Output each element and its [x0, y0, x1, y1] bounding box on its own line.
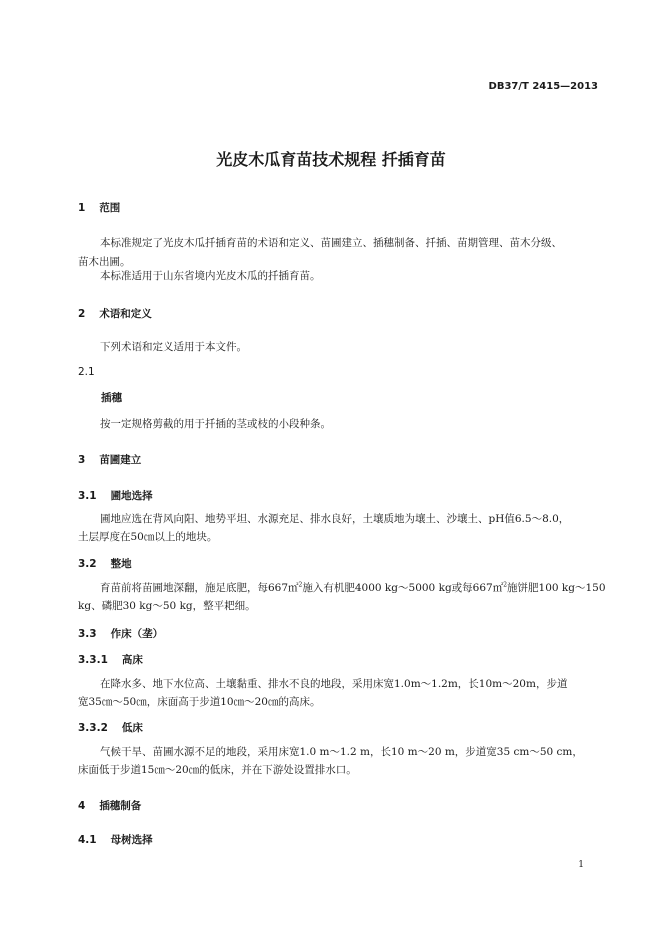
section-number: 3 [78, 454, 86, 466]
s1-paragraph-1-line-2: 苗木出圃。 [78, 256, 131, 268]
s1-paragraph-2: 本标准适用于山东省境内光皮木瓜的扦插育苗。 [100, 270, 321, 282]
s3-3-1-line-2: 宽35㎝～50㎝，床面高于步道10㎝～20㎝的高床。 [78, 696, 321, 708]
section-title: 低床 [121, 722, 143, 734]
superscript: 2 [298, 581, 303, 589]
term-definition: 按一定规格剪截的用于扦插的茎或枝的小段种条。 [100, 418, 331, 430]
section-4-1-heading [78, 832, 153, 847]
section-title: 母树选择 [110, 834, 153, 846]
section-3-3-2-heading [78, 720, 143, 735]
section-title: 范围 [99, 202, 121, 214]
s3-1-line-2: 土层厚度在50㎝以上的地块。 [78, 531, 218, 543]
s3-3-2-line-2: 床面低于步道15㎝～20㎝的低床，并在下游处设置排水口。 [78, 764, 357, 776]
section-2-heading [78, 306, 152, 321]
s3-1-line-1: 圃地应选在背风向阳、地势平坦、水源充足、排水良好，土壤质地为壤土、沙壤土、pH值6.5～8.0， [100, 513, 570, 525]
page-title: 光皮木瓜育苗技术规程 扦插育苗 [216, 150, 446, 169]
page-number: 1 [578, 860, 584, 870]
section-number: 4 [78, 800, 86, 812]
section-number: 3.1 [78, 490, 97, 502]
section-title: 整地 [110, 558, 132, 570]
section-number: 1 [78, 202, 86, 214]
section-title: 插穗制备 [99, 800, 142, 812]
s1-paragraph-1-line-1: 本标准规定了光皮木瓜扦插育苗的术语和定义、苗圃建立、插穗制备、扦插、苗期管理、苗木分级、 [100, 237, 562, 249]
section-number: 3.3.1 [78, 654, 108, 666]
s3-2-line-1b: 施入有机肥4000 kg～5000 kg或每667㎡ [302, 582, 504, 594]
standard-code: DB37/T 2415—2013 [488, 81, 598, 92]
section-3-2-heading [78, 556, 132, 571]
section-3-3-1-heading [78, 652, 143, 667]
section-3-heading [78, 452, 141, 467]
section-title: 高床 [121, 654, 143, 666]
term-number: 2.1 [78, 366, 95, 378]
section-4-heading [78, 798, 141, 813]
s3-2-line-2: kg、磷肥30 kg～50 kg，整平耙细。 [78, 600, 256, 612]
section-number: 3.3 [78, 628, 97, 640]
section-title: 作床（垄） [110, 628, 164, 640]
section-number: 2 [78, 308, 86, 320]
section-3-3-heading [78, 626, 163, 641]
s3-3-1-line-1: 在降水多、地下水位高、土壤黏重、排水不良的地段，采用床宽1.0m～1.2m，长10m～20m，步道 [100, 678, 568, 690]
section-3-1-heading [78, 488, 153, 503]
s3-2-line-1a: 育苗前将苗圃地深翻，施足底肥，每667㎡ [100, 582, 299, 594]
s3-2-line-1c: 施饼肥100 kg～150 [507, 582, 606, 594]
term-name: 插穗 [101, 392, 122, 404]
s2-paragraph-1: 下列术语和定义适用于本文件。 [100, 341, 247, 353]
section-1-heading [78, 200, 120, 215]
section-title: 圃地选择 [110, 490, 153, 502]
section-number: 3.3.2 [78, 722, 108, 734]
section-number: 4.1 [78, 834, 97, 846]
section-number: 3.2 [78, 558, 97, 570]
s3-2-line-1 [100, 578, 606, 598]
superscript: 2 [503, 581, 508, 589]
section-title: 术语和定义 [99, 308, 152, 320]
section-title: 苗圃建立 [99, 454, 142, 466]
s3-3-2-line-1: 气候干旱、苗圃水源不足的地段，采用床宽1.0 m～1.2 m，长10 m～20 m，步道宽35 cm～50 cm， [100, 746, 583, 758]
